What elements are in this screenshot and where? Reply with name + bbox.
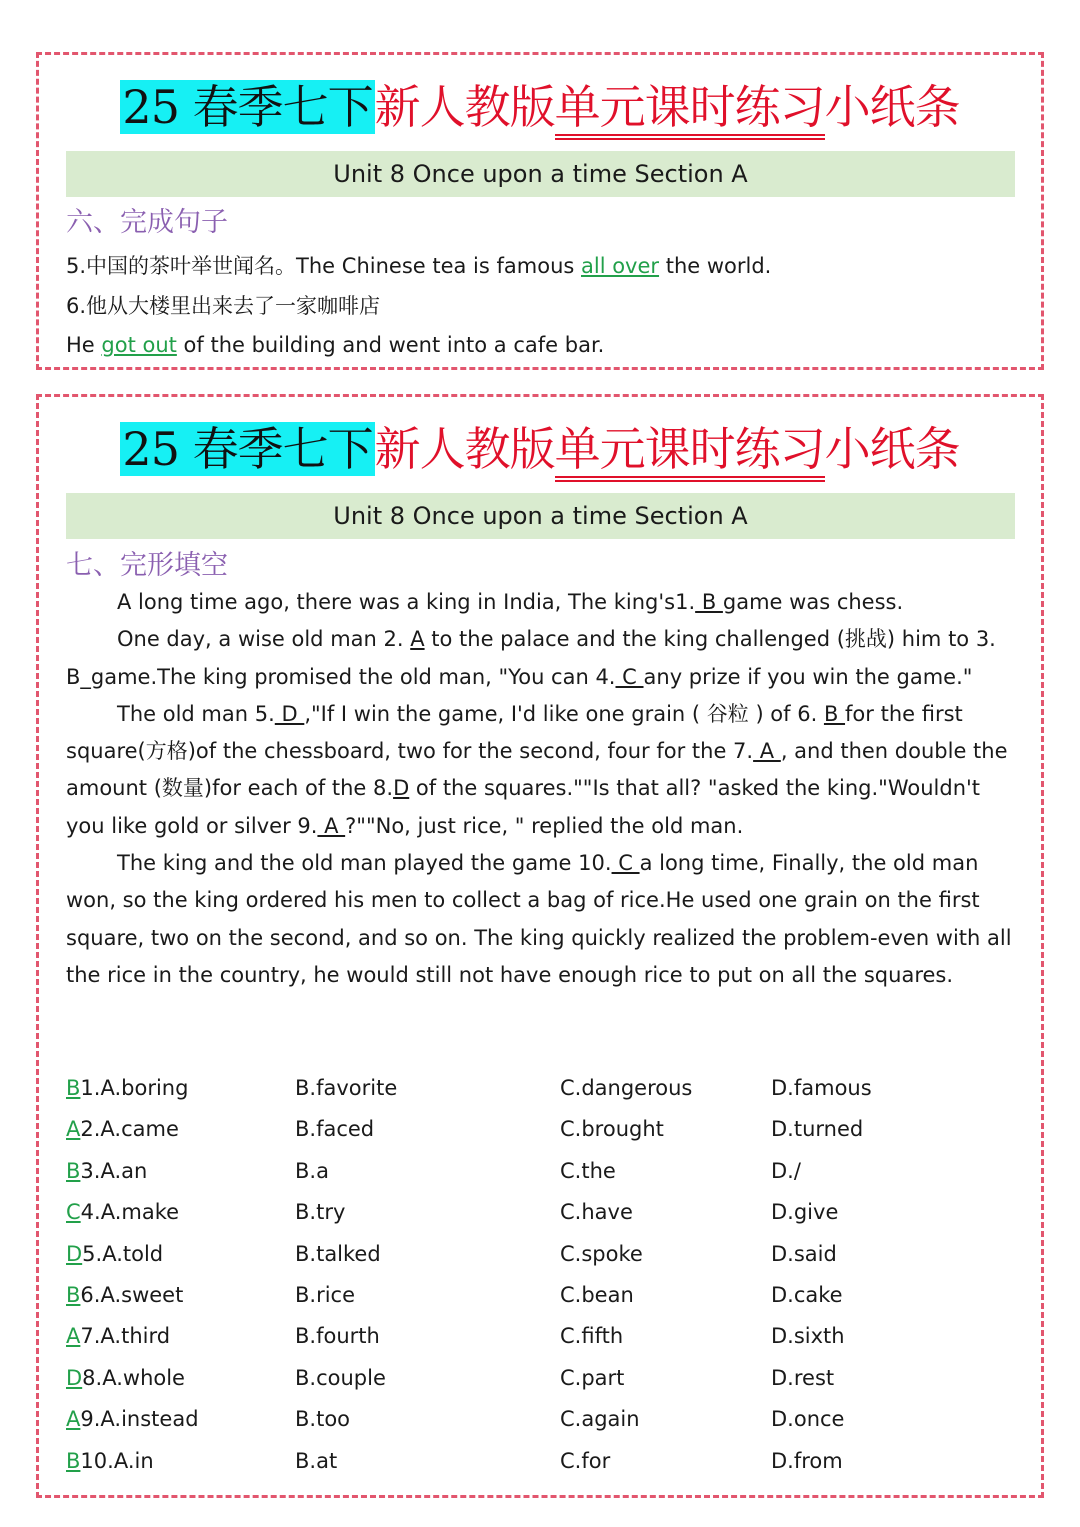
option-c: C.for xyxy=(560,1448,611,1473)
option-row xyxy=(66,1234,1016,1275)
paragraph-2: One day, a wise old man 2. A to the palace and the king challenged (挑战) him to 3. B_game.The king promised the old man, "You can 4. C any prize if you win the game." xyxy=(66,627,996,689)
option-question: B3.A.an xyxy=(66,1158,148,1183)
option-question: A2.A.came xyxy=(66,1117,179,1142)
option-c: C.dangerous xyxy=(560,1076,693,1100)
option-b: B.couple xyxy=(295,1365,386,1390)
option-d: D.famous xyxy=(771,1076,872,1100)
option-answer: B xyxy=(66,1282,81,1307)
option-answer: A xyxy=(66,1324,81,1349)
option-row xyxy=(66,1151,1016,1192)
option-c: C.bean xyxy=(560,1282,634,1307)
option-d: D.once xyxy=(771,1407,845,1432)
option-answer: C xyxy=(66,1200,81,1225)
option-row xyxy=(66,1358,1016,1399)
option-answer: D xyxy=(66,1241,83,1266)
answer-blank: all over xyxy=(581,254,660,278)
option-b: B.a xyxy=(295,1158,329,1183)
option-d: D.rest xyxy=(771,1365,835,1390)
option-question: B10.A.in xyxy=(66,1448,154,1473)
option-answer: A xyxy=(66,1117,81,1142)
option-b: B.rice xyxy=(295,1282,356,1307)
card1-subtitle: Unit 8 Once upon a time Section A xyxy=(66,151,1015,197)
option-b: B.at xyxy=(295,1448,338,1473)
title-highlight: 25 春季七下 xyxy=(122,422,373,476)
option-question: A9.A.instead xyxy=(66,1407,199,1432)
card2-title: 25 春季七下新人教版单元课时练习小纸条 xyxy=(70,412,1010,486)
option-question: D5.A.told xyxy=(66,1241,164,1266)
option-c: C.brought xyxy=(560,1117,664,1142)
title-highlight: 25 春季七下 xyxy=(122,80,373,134)
option-d: D.said xyxy=(771,1241,837,1266)
option-c: C.fifth xyxy=(560,1324,624,1349)
option-b: B.too xyxy=(295,1407,351,1432)
option-answer: B xyxy=(66,1158,81,1183)
option-answer: A xyxy=(66,1407,81,1432)
card1-title: 25 春季七下新人教版单元课时练习小纸条 xyxy=(70,70,1010,144)
option-d: D.give xyxy=(771,1200,839,1225)
question-6-sentence: He got out of the building and went into a cafe bar. xyxy=(66,333,605,357)
paragraph-1: A long time ago, there was a king in India, The king's1. B game was chess. xyxy=(117,590,904,614)
option-row xyxy=(66,1441,1016,1482)
paragraph-4: The king and the old man played the game 10. C a long time, Finally, the old man won, so the king ordered his men to collect a bag of rice.He used one grain on the first square, two on the second, and so on. The king quickly realized the problem-even with all the rice in the country, he would still not have enough rice to put on all the squares. xyxy=(66,851,1012,987)
option-question: B1.A.boring xyxy=(66,1076,189,1100)
option-b: B.faced xyxy=(295,1117,375,1142)
option-c: C.part xyxy=(560,1365,625,1390)
answer-blank: got out xyxy=(101,333,177,357)
option-d: D.cake xyxy=(771,1282,843,1307)
card2-section-title: 七、完形填空 xyxy=(66,550,228,581)
option-d: D./ xyxy=(771,1158,801,1183)
option-row xyxy=(66,1192,1016,1233)
option-c: C.have xyxy=(560,1200,633,1225)
card2-subtitle: Unit 8 Once upon a time Section A xyxy=(66,493,1015,539)
option-c: C.again xyxy=(560,1407,640,1432)
option-row xyxy=(66,1399,1016,1440)
option-answer: B xyxy=(66,1448,81,1473)
option-answer: B xyxy=(66,1076,81,1100)
option-b: B.fourth xyxy=(295,1324,380,1349)
option-d: D.from xyxy=(771,1448,843,1473)
option-b: B.talked xyxy=(295,1241,381,1266)
option-row xyxy=(66,1316,1016,1357)
option-d: D.turned xyxy=(771,1117,864,1142)
option-answer: D xyxy=(66,1365,83,1390)
option-question: B6.A.sweet xyxy=(66,1282,184,1307)
cloze-passage xyxy=(66,584,1016,994)
option-question: D8.A.whole xyxy=(66,1365,185,1390)
option-row xyxy=(66,1109,1016,1150)
option-question: C4.A.make xyxy=(66,1200,180,1225)
option-c: C.spoke xyxy=(560,1241,643,1266)
card1-section-title: 六、完成句子 xyxy=(66,207,228,238)
option-question: A7.A.third xyxy=(66,1324,171,1349)
option-b: B.favorite xyxy=(295,1076,398,1100)
option-row xyxy=(66,1275,1016,1316)
paragraph-3: The old man 5. D ,"If I win the game, I'd like one grain ( 谷粒 ) of 6. B for the first square(方格)of the chessboard, two for the second, four for the 7. A , and then double the amount (数量)for each of the 8.D of the squares.""Is that all? "asked the king."Wouldn't you like gold or silver 9. A ?""No, just rice, " replied the old man. xyxy=(66,701,1008,838)
option-c: C.the xyxy=(560,1158,616,1183)
question-5: 5.中国的茶叶举世闻名。The Chinese tea is famous all over the world. xyxy=(66,254,772,278)
option-d: D.sixth xyxy=(771,1324,845,1349)
option-b: B.try xyxy=(295,1200,346,1225)
option-row xyxy=(66,1068,1016,1109)
options-list xyxy=(66,1068,1016,1482)
question-6-prompt: 6.他从大楼里出来去了一家咖啡店 xyxy=(66,294,381,318)
